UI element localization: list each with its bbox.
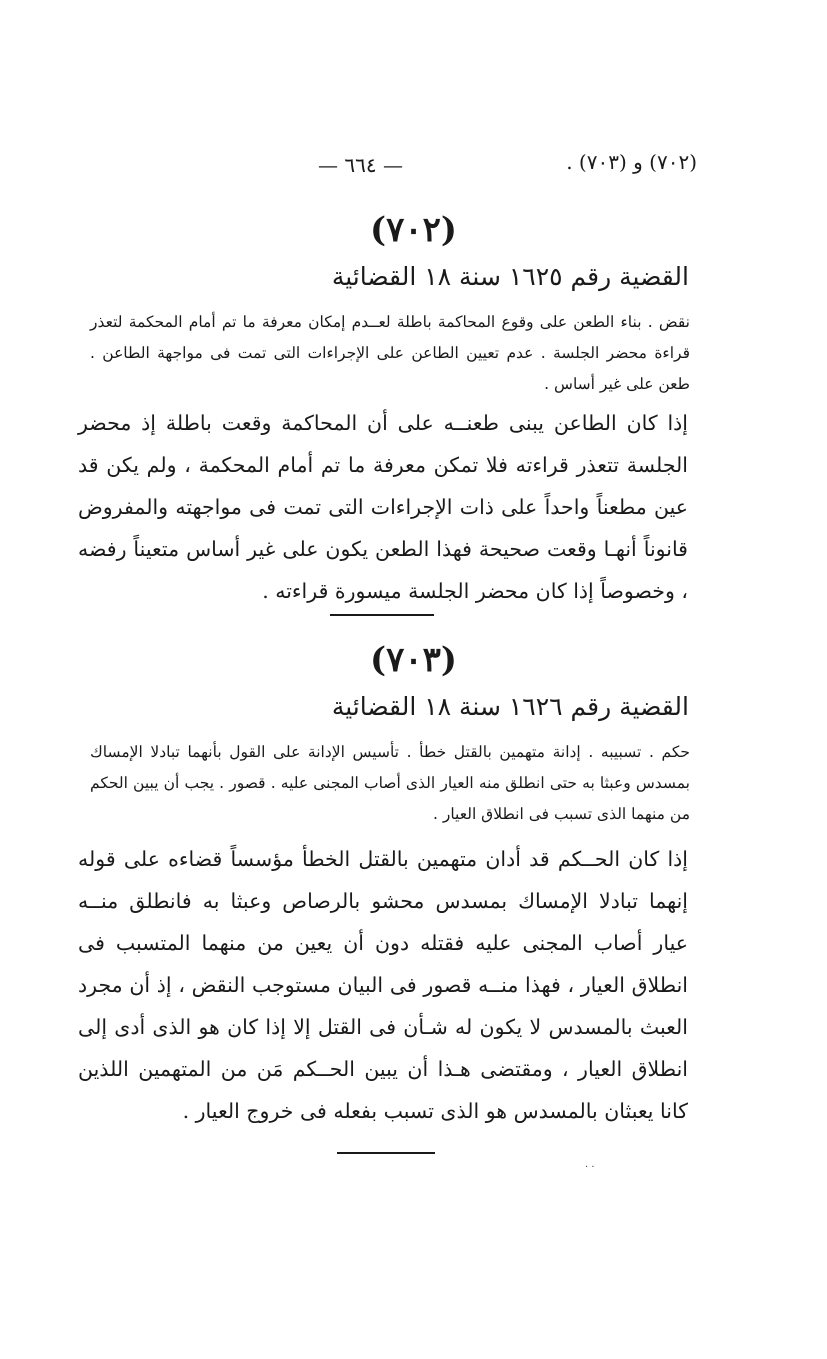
page-number: — ٦٦٤ — — [318, 153, 403, 177]
case-summary-703: حكم . تسبيبه . إدانة متهمين بالقتل خطأ . تأسيس الإدانة على القول بأنهما تبادلا الإمساك بمسدس وعبثا به حتى انطلق منه العيار الذى أصاب المجنى عليه . قصور . يجب أن يبين الحكم من منهما الذى تسبب فى انطلاق العيار . — [90, 743, 690, 823]
case-body-703: إذا كان الحــكم قد أدان متهمين بالقتل الخطأ مؤسساً قضاءه على قوله إنهما تبادلا الإمساك بمسدس محشو بالرصاص وعبثا به فانطلق منــه عيار أصاب المجنى عليه فقتله دون أن يعين من منهما المتسبب فى انطلاق العيار ، فهذا منــه قصور فى البيان مستوجب النقض ، إذ أن مجرد العبث بالمسدس لا يكون له شـأن فى القتل إلا إذا كان هو الذى أدى إلى انطلاق العيار ، ومقتضى هـذا أن يبين الحــكم مَن من المتهمين اللذين كانا يعبثان بالمسدس هو الذى تسبب بفعله فى خروج العيار . — [78, 847, 688, 1123]
case-title-702: القضية رقم ١٦٢٥ سنة ١٨ القضائية — [331, 262, 689, 291]
case-summary-702: نقض . بناء الطعن على وقوع المحاكمة باطلة لعــدم إمكان معرفة ما تم أمام المحكمة لتعذر قراءة محضر الجلسة . عدم تعيين الطاعن على الإجراءات التى تمت فى مواجهة الطاعن . طعن على غير أساس . — [90, 313, 690, 393]
scan-specks: · · — [585, 1162, 595, 1173]
case-title-703: القضية رقم ١٦٢٦ سنة ١٨ القضائية — [331, 692, 689, 721]
section-divider — [330, 614, 434, 616]
case-number-703: (٧٠٣) — [370, 640, 457, 680]
case-number-702: (٧٠٢) — [370, 210, 457, 250]
case-body-702: إذا كان الطاعن يبنى طعنــه على أن المحاكمة وقعت باطلة إذ محضر الجلسة تتعذر قراءته فلا تمكن معرفة ما تم أمام المحكمة ، ولم يكن قد عين مطعناً واحداً على ذات الإجراءات التى تمت فى مواجهته والمفروض قانوناً أنهـا وقعت صحيحة فهذا الطعن يكون على غير أساس متعيناً رفضه ، وخصوصاً إذا كان محضر الجلسة ميسورة قراءته . — [78, 411, 688, 603]
end-divider — [337, 1152, 435, 1154]
running-header-cases: (٧٠٢) و (٧٠٣) . — [566, 150, 697, 174]
